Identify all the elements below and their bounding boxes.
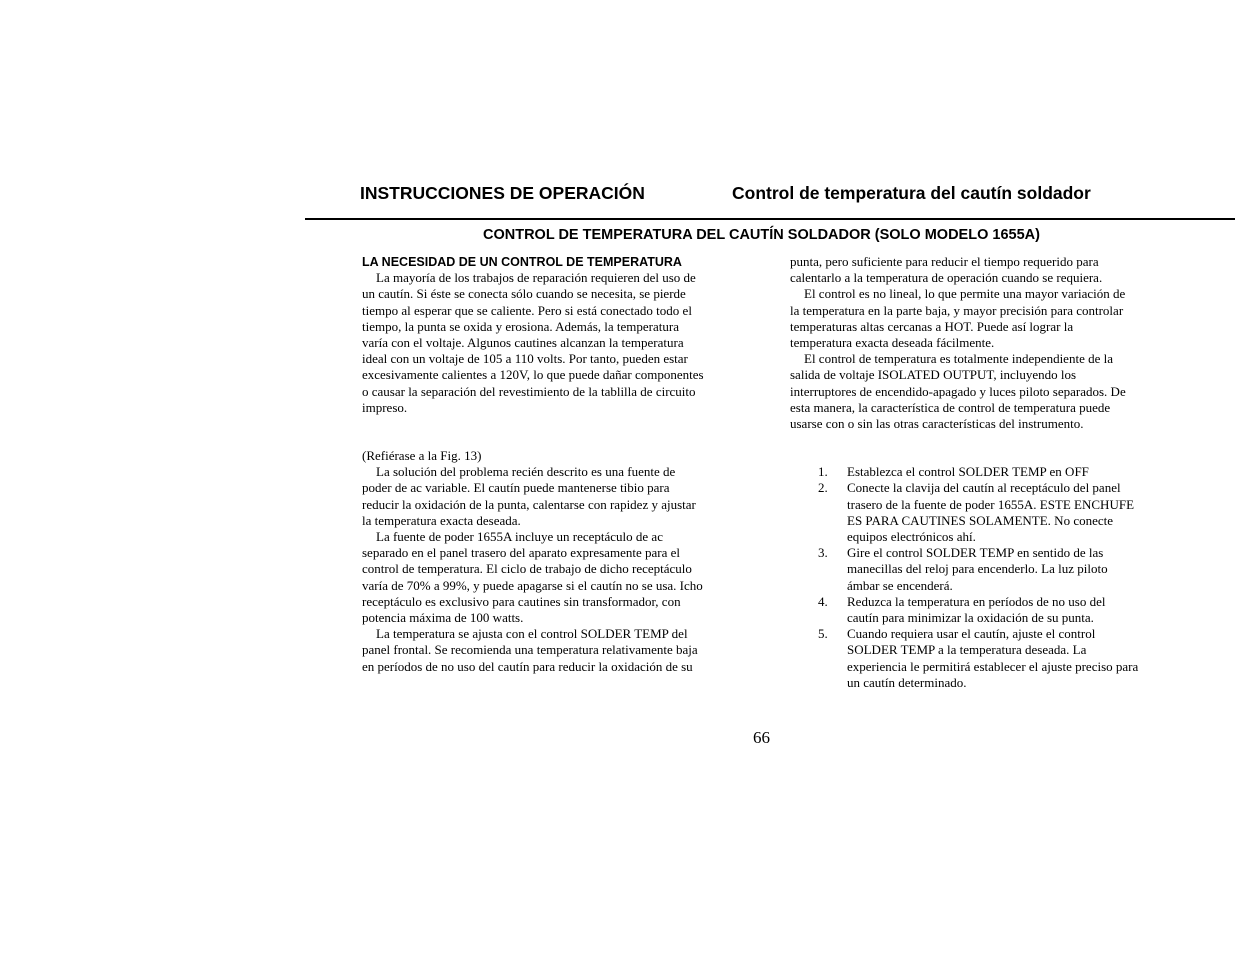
list-item-text: equipos electrónicos ahí. <box>847 529 976 545</box>
figure-reference: (Refiérase a la Fig. 13) <box>362 448 482 464</box>
text-line: salida de voltaje ISOLATED OUTPUT, incluyendo los <box>790 367 1077 383</box>
text-line: varía de 70% a 99%, y puede apagarse si el cautín no se usa. Icho <box>362 577 703 593</box>
text-line: tiempo al esperar que se caliente. Pero si está conectado todo el <box>362 302 692 318</box>
list-item <box>790 545 1170 594</box>
list-item-text: Establezca el control SOLDER TEMP en OFF <box>847 464 1089 480</box>
text-line: panel frontal. Se recomienda una temperatura relativamente baja <box>362 642 698 658</box>
text-line: receptáculo es exclusivo para cautines sin transformador, con <box>362 593 681 609</box>
text-line: El control es no lineal, lo que permite una mayor variación de <box>804 286 1126 302</box>
text-line: poder de ac variable. El cautín puede mantenerse tibio para <box>362 480 670 496</box>
list-item-text: un cautín determinado. <box>847 674 967 690</box>
paragraph-need <box>362 270 742 416</box>
left-column <box>362 254 742 675</box>
text-line: El control de temperatura es totalmente independiente de la <box>804 351 1113 367</box>
list-item-text: trasero de la fuente de poder 1655A. ESTE ENCHUFE <box>847 496 1135 512</box>
text-line: o causar la separación del revestimiento de la tablilla de circuito <box>362 383 696 399</box>
header-left-title: INSTRUCCIONES DE OPERACIÓN <box>360 183 645 203</box>
list-item-text: cautín para minimizar la oxidación de su punta. <box>847 610 1094 626</box>
header-right-title: Control de temperatura del cautín soldador <box>732 183 1091 203</box>
text-line: temperaturas altas cercanas a HOT. Puede así lograr la <box>790 318 1074 334</box>
list-item-number: 5. <box>818 626 828 642</box>
text-line: control de temperatura. El ciclo de trabajo de dicho receptáculo <box>362 561 692 577</box>
paragraph-adjust <box>362 626 742 675</box>
list-item <box>790 626 1170 691</box>
list-item-text: SOLDER TEMP a la temperatura deseada. La <box>847 642 1087 658</box>
list-item <box>790 464 1170 480</box>
text-line: La fuente de poder 1655A incluye un receptáculo de ac <box>376 529 663 545</box>
text-line: potencia máxima de 100 watts. <box>362 610 524 626</box>
text-line: La mayoría de los trabajos de reparación requieren del uso de <box>376 270 696 286</box>
list-item-text: manecillas del reloj para encenderlo. La luz piloto <box>847 561 1108 577</box>
list-item-text: Conecte la clavija del cautín al receptáculo del panel <box>847 480 1121 496</box>
text-line: separado en el panel trasero del aparato expresamente para el <box>362 545 680 561</box>
section-title: CONTROL DE TEMPERATURA DEL CAUTÍN SOLDADOR (SOLO MODELO 1655A) <box>483 227 1040 243</box>
text-line: interruptores de encendido-apagado y luces piloto separados. De <box>790 383 1126 399</box>
text-line: impreso. <box>362 399 408 415</box>
list-item-text: Cuando requiera usar el cautín, ajuste el control <box>847 626 1096 642</box>
text-line: temperatura exacta deseada fácilmente. <box>790 335 995 351</box>
paragraph-nonlinear <box>790 286 1170 351</box>
paragraph-receptacle <box>362 529 742 626</box>
list-item-number: 2. <box>818 480 828 496</box>
list-item <box>790 594 1170 626</box>
text-line: excesivamente calientes a 120V, lo que puede dañar componentes <box>362 367 704 383</box>
paragraph-solution <box>362 464 742 529</box>
text-line: La temperatura se ajusta con el control SOLDER TEMP del <box>376 626 688 642</box>
list-item-number: 3. <box>818 545 828 561</box>
text-line: varía con el voltaje. Algunos cautines alcanzan la temperatura <box>362 335 684 351</box>
text-line: La solución del problema recién descrito es una fuente de <box>376 464 676 480</box>
text-line: punta, pero suficiente para reducir el tiempo requerido para <box>790 254 1099 269</box>
steps-list <box>790 464 1170 691</box>
header-divider <box>305 218 1235 220</box>
list-item-text: ES PARA CAUTINES SOLAMENTE. No conecte <box>847 512 1114 528</box>
text-line: calentarlo a la temperatura de operación cuando se requiera. <box>790 270 1103 286</box>
list-item-number: 1. <box>818 464 828 480</box>
text-line: la temperatura en la parte baja, y mayor precisión para controlar <box>790 302 1124 318</box>
list-item-text: experiencia le permitirá establecer el ajuste preciso para <box>847 658 1139 674</box>
text-line: un cautín. Si éste se conecta sólo cuando se necesita, se pierde <box>362 286 686 302</box>
text-line: ideal con un voltaje de 105 a 110 volts. Por tanto, pueden estar <box>362 351 688 367</box>
subsection-title: LA NECESIDAD DE UN CONTROL DE TEMPERATURA <box>362 255 682 269</box>
list-item-text: Reduzca la temperatura en períodos de no uso del <box>847 593 1106 609</box>
paragraph-continued <box>790 254 1170 286</box>
list-item-number: 4. <box>818 593 828 609</box>
text-line: esta manera, la característica de control de temperatura puede <box>790 399 1111 415</box>
list-item-text: Gire el control SOLDER TEMP en sentido de las <box>847 545 1104 561</box>
list-item <box>790 480 1170 545</box>
paragraph-independent <box>790 351 1170 432</box>
page-number: 66 <box>753 728 770 747</box>
right-column <box>790 254 1170 691</box>
text-line: tiempo, la punta se oxida y erosiona. Además, la temperatura <box>362 318 679 334</box>
text-line: la temperatura exacta deseada. <box>362 512 521 528</box>
text-line: usarse con o sin las otras características del instrumento. <box>790 416 1084 432</box>
text-line: en períodos de no uso del cautín para reducir la oxidación de su <box>362 658 693 674</box>
text-line: reducir la oxidación de la punta, calentarse con rapidez y ajustar <box>362 496 696 512</box>
list-item-text: ámbar se encenderá. <box>847 577 953 593</box>
